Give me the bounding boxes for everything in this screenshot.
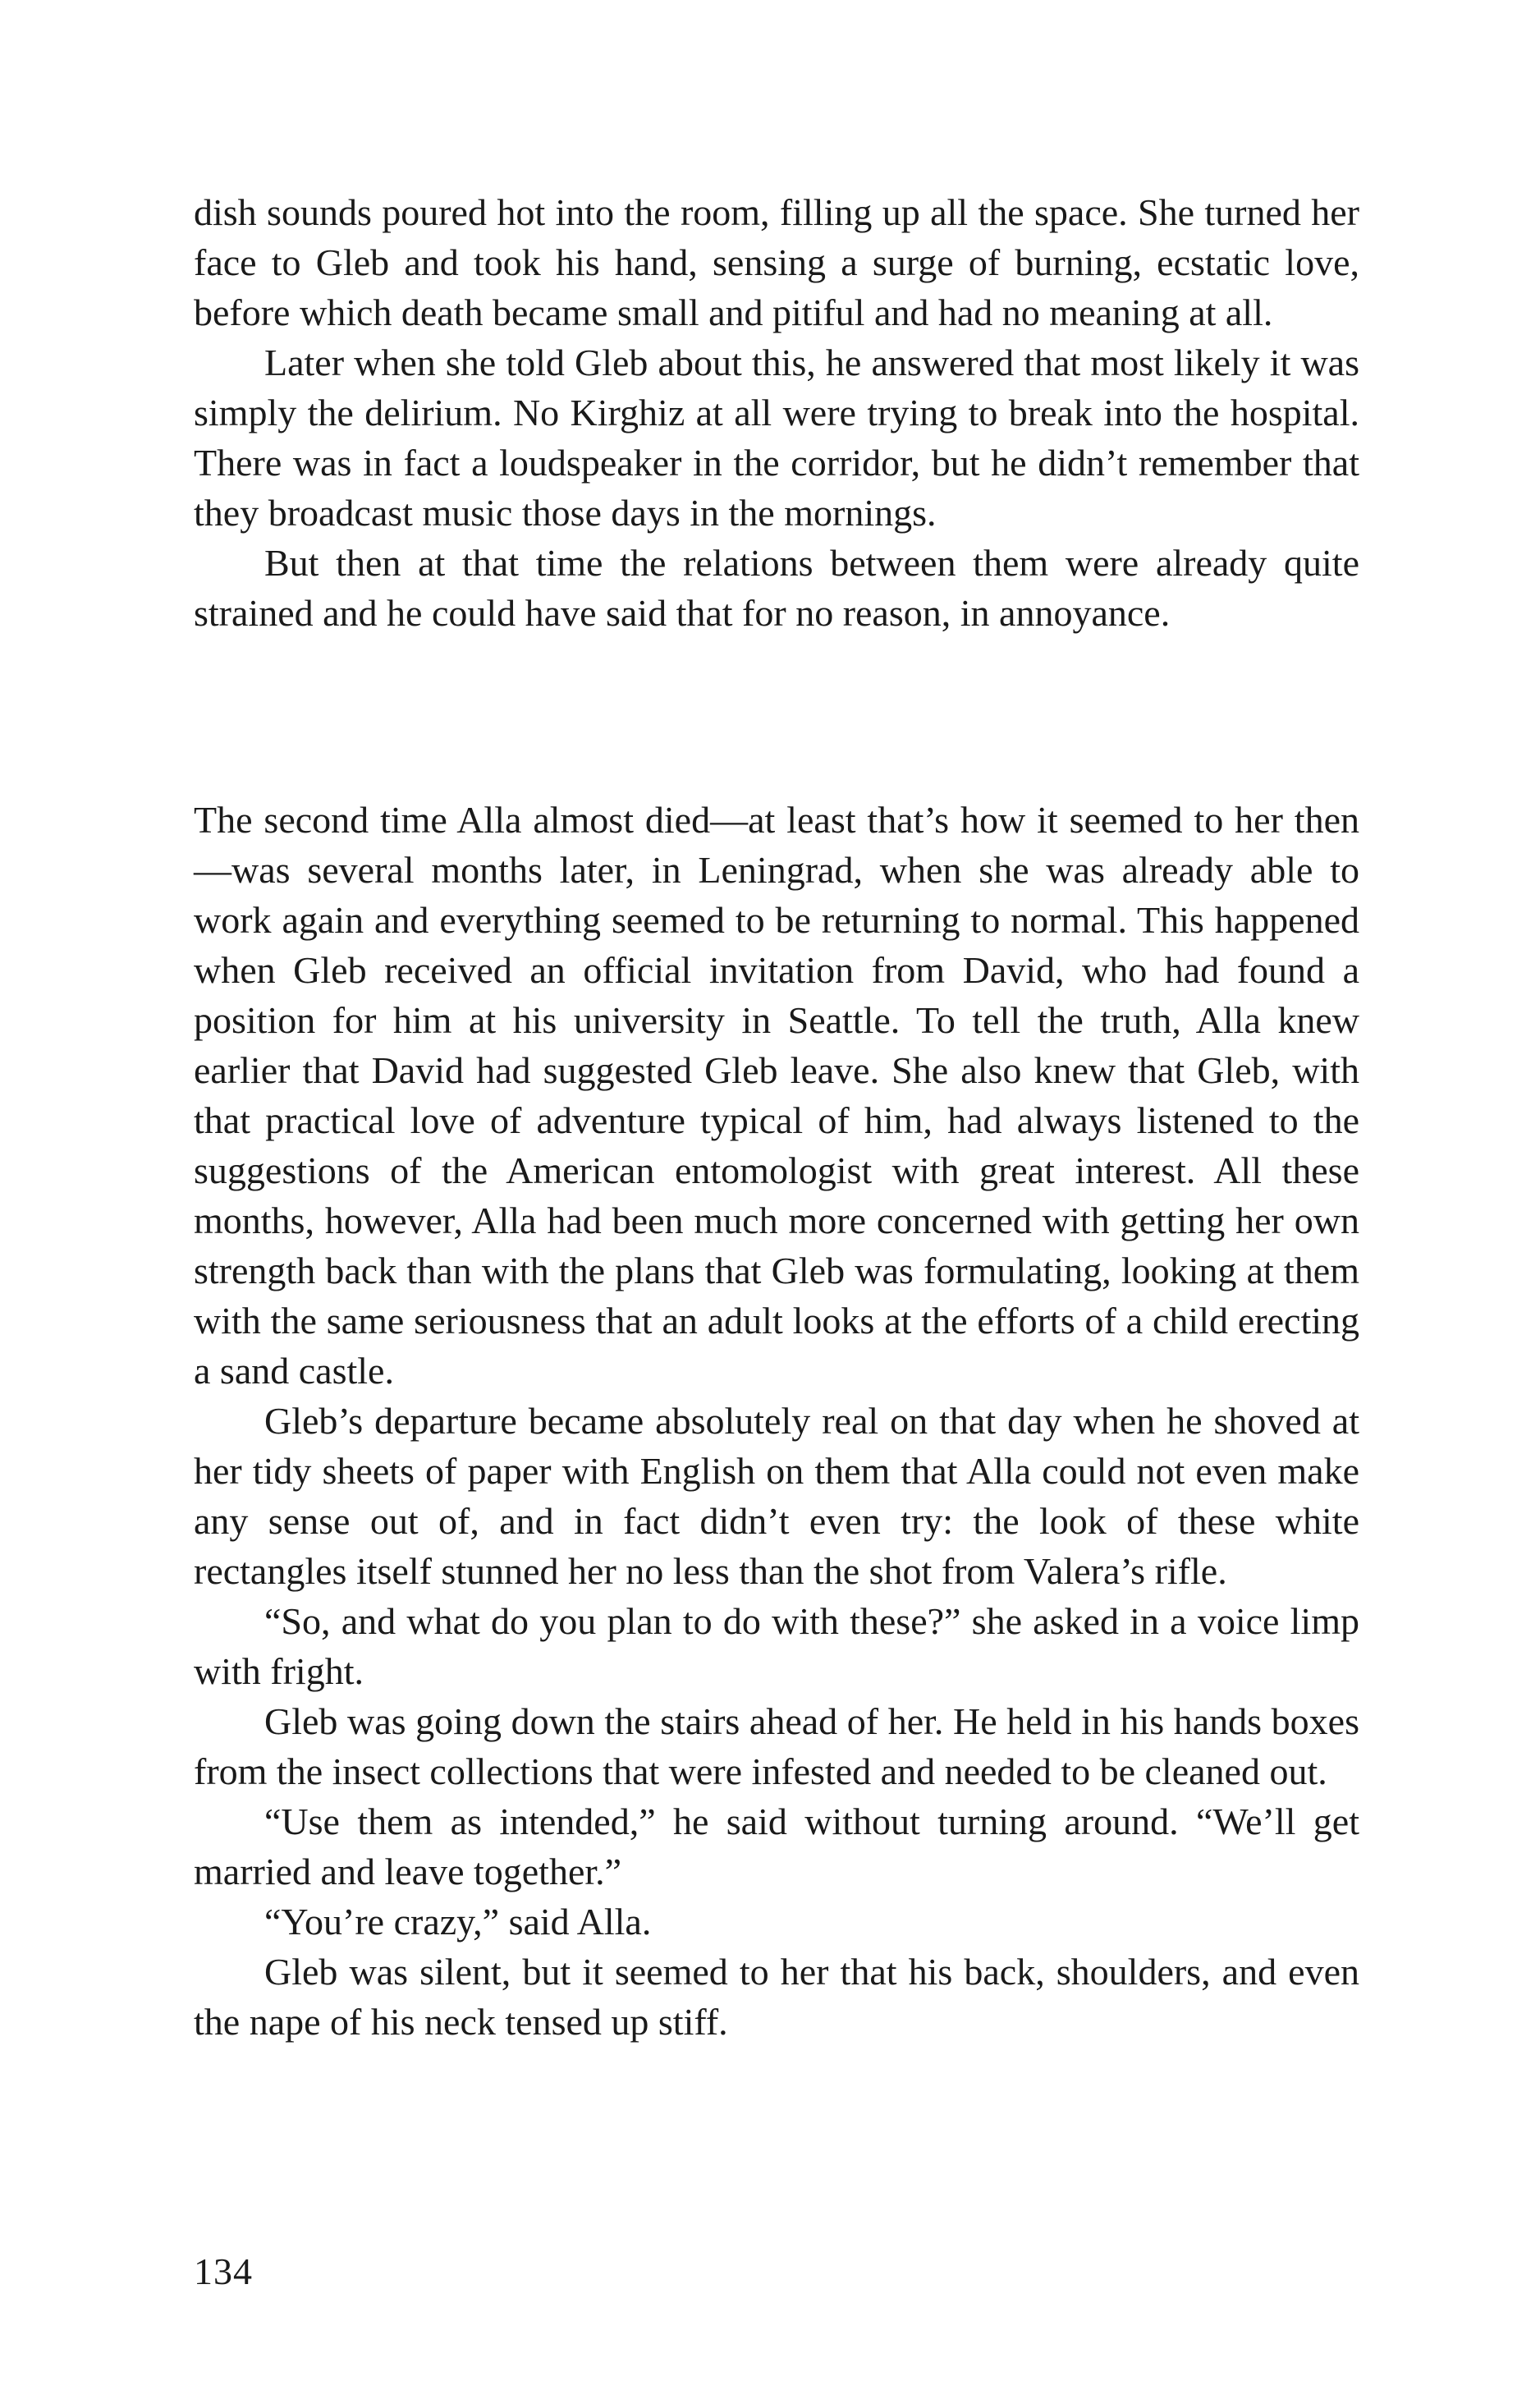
section-one: [194, 187, 1359, 638]
paragraph: “You’re crazy,” said Alla.: [264, 1901, 652, 1943]
paragraph: The second time Alla almost died—at least that’s how it seemed to her then—was several months later, in Leningrad, when she was already able to work again and everything seemed to be returning to normal. This happened when Gleb received an official invitation from David, who had found a position for him at his university in Seattle. To tell the truth, Alla knew earlier that David had suggested Gleb leave. She also knew that Gleb, with that practical love of adventure typical of him, had always listened to the suggestions of the American entomologist with great interest. All these months, however, Alla had been much more concerned with getting her own strength back than with the plans that Gleb was formulating, looking at them with the same seriousness that an adult looks at the efforts of a child erecting a sand castle.: [194, 799, 1359, 1392]
paragraph: Gleb was going down the stairs ahead of her. He held in his hands boxes from the insect collections that were infested and needed to be cleaned out.: [194, 1700, 1359, 1792]
page-number: 134: [194, 2250, 253, 2292]
section-two: [194, 795, 1359, 2047]
paragraph: But then at that time the relations between them were already quite strained and he could have said that for no reason, in annoyance.: [194, 542, 1359, 634]
paragraph: Gleb’s departure became absolutely real on that day when he shoved at her tidy sheets of paper with English on them that Alla could not even make any sense out of, and in fact didn’t even try: the look of these white rectangles itself stunned her no less than the shot from Valera’s rifle.: [194, 1400, 1359, 1592]
paragraph: “Use them as intended,” he said without turning around. “We’ll get married and leave together.”: [194, 1800, 1359, 1892]
paragraph: dish sounds poured hot into the room, filling up all the space. She turned her face to Gleb and took his hand, sensing a surge of burning, ecstatic love, before which death became small and pitiful and had no meaning at all.: [194, 191, 1359, 333]
paragraph: Later when she told Gleb about this, he answered that most likely it was simply the delirium. No Kirghiz at all were trying to break into the hospital. There was in fact a loudspeaker in the corridor, but he didn’t remember that they broadcast music those days in the mornings.: [194, 342, 1359, 534]
paragraph: Gleb was silent, but it seemed to her that his back, shoulders, and even the nape of his neck tensed up stiff.: [194, 1951, 1359, 2043]
paragraph: “So, and what do you plan to do with these?” she asked in a voice limp with fright.: [194, 1600, 1359, 1692]
